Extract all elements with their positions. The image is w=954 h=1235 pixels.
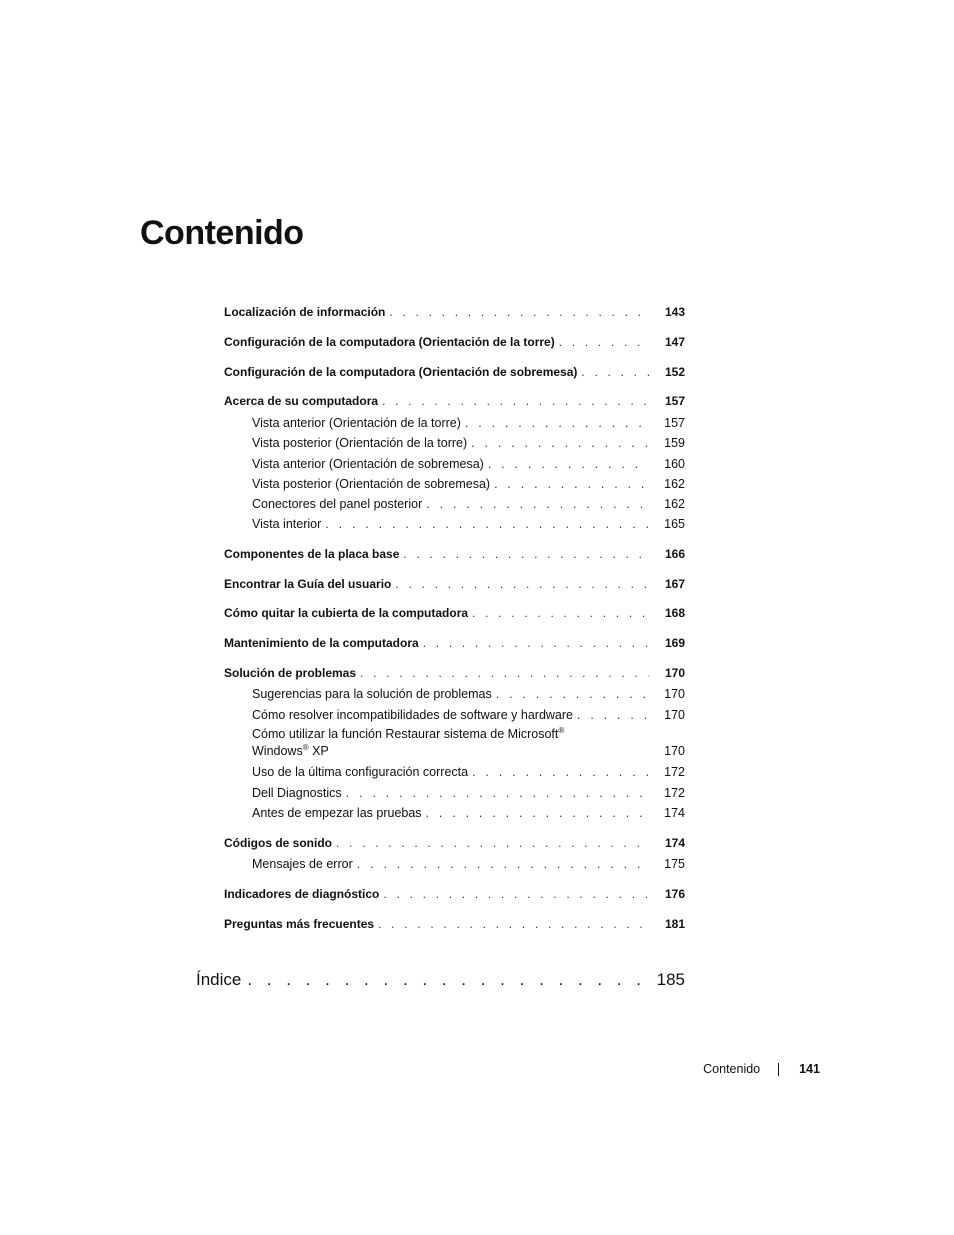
toc-subentry[interactable]: Cómo utilizar la función Restaurar sistema de Microsoft® Windows® XP 170: [252, 725, 685, 758]
leader-dots: [426, 496, 649, 512]
toc-subentry[interactable]: Dell Diagnostics . . . 172: [252, 785, 685, 801]
leader-dots: [488, 456, 649, 472]
leader-dots: [395, 576, 649, 592]
toc-subentry[interactable]: Uso de la última configuración correcta . . . 172: [252, 764, 685, 780]
toc-entry[interactable]: Preguntas más frecuentes . . . 181: [224, 916, 685, 932]
leader-dots: [559, 334, 649, 350]
leader-dots: [403, 546, 649, 562]
footer-section: Contenido: [703, 1062, 761, 1076]
toc-subentry[interactable]: Vista anterior (Orientación de la torre) . . . 157: [252, 415, 685, 431]
leader-dots: [325, 516, 649, 532]
toc-entry[interactable]: Mantenimiento de la computadora . . . 169: [224, 635, 685, 651]
leader-dots: [472, 605, 649, 621]
leader-dots: [357, 856, 649, 872]
leader-dots: [346, 785, 649, 801]
toc-subentry[interactable]: Cómo resolver incompatibilidades de software y hardware . . . 170: [252, 707, 685, 723]
leader-dots: [577, 707, 649, 723]
toc-subentry[interactable]: Mensajes de error . . . 175: [252, 856, 685, 872]
toc-entry[interactable]: Configuración de la computadora (Orientación de sobremesa) . . . 152: [224, 364, 685, 380]
toc-entry[interactable]: Componentes de la placa base . . . 166: [224, 546, 685, 562]
leader-dots: [382, 393, 649, 409]
toc-subentry[interactable]: Vista posterior (Orientación de sobremesa) . . . 162: [252, 476, 685, 492]
leader-dots: [426, 805, 649, 821]
leader-dots: [465, 415, 649, 431]
page-title: Contenido: [140, 214, 304, 252]
toc-subentry[interactable]: Vista interior . . . 165: [252, 516, 685, 532]
toc-entry[interactable]: Indicadores de diagnóstico . . . 176: [224, 886, 685, 902]
leader-dots: [496, 686, 649, 702]
toc-entry[interactable]: Encontrar la Guía del usuario . . . 167: [224, 576, 685, 592]
toc-entry[interactable]: Códigos de sonido . . . 174: [224, 835, 685, 851]
toc-subentry[interactable]: Vista posterior (Orientación de la torre) . . . 159: [252, 435, 685, 451]
leader-dots: [336, 835, 649, 851]
leader-dots: [472, 764, 649, 780]
page-number: 141: [799, 1062, 820, 1076]
toc-entry[interactable]: Localización de información . . . 143: [224, 304, 685, 320]
toc-subentry[interactable]: Conectores del panel posterior . . . 162: [252, 496, 685, 512]
toc-subentry[interactable]: Vista anterior (Orientación de sobremesa) . . . 160: [252, 456, 685, 472]
toc-entry[interactable]: Acerca de su computadora . . . 157: [224, 393, 685, 409]
toc-entry[interactable]: Cómo quitar la cubierta de la computadora . . . 168: [224, 605, 685, 621]
leader-dots: [360, 665, 649, 681]
leader-dots: [423, 635, 649, 651]
toc-subentry[interactable]: Sugerencias para la solución de problemas . . . 170: [252, 686, 685, 702]
index-entry[interactable]: Índice . . . 185: [196, 970, 685, 990]
toc-entry[interactable]: Solución de problemas . . . 170: [224, 665, 685, 681]
toc-subentry[interactable]: Antes de empezar las pruebas . . . 174: [252, 805, 685, 821]
leader-dots: [378, 916, 649, 932]
leader-dots: [247, 970, 650, 990]
leader-dots: [581, 364, 649, 380]
leader-dots: [389, 304, 649, 320]
toc-entry[interactable]: Configuración de la computadora (Orientación de la torre) . . . 147: [224, 334, 685, 350]
footer-divider: [778, 1063, 779, 1076]
page-footer: [703, 1062, 820, 1076]
leader-dots: [383, 886, 649, 902]
leader-dots: [471, 435, 649, 451]
leader-dots: [494, 476, 649, 492]
